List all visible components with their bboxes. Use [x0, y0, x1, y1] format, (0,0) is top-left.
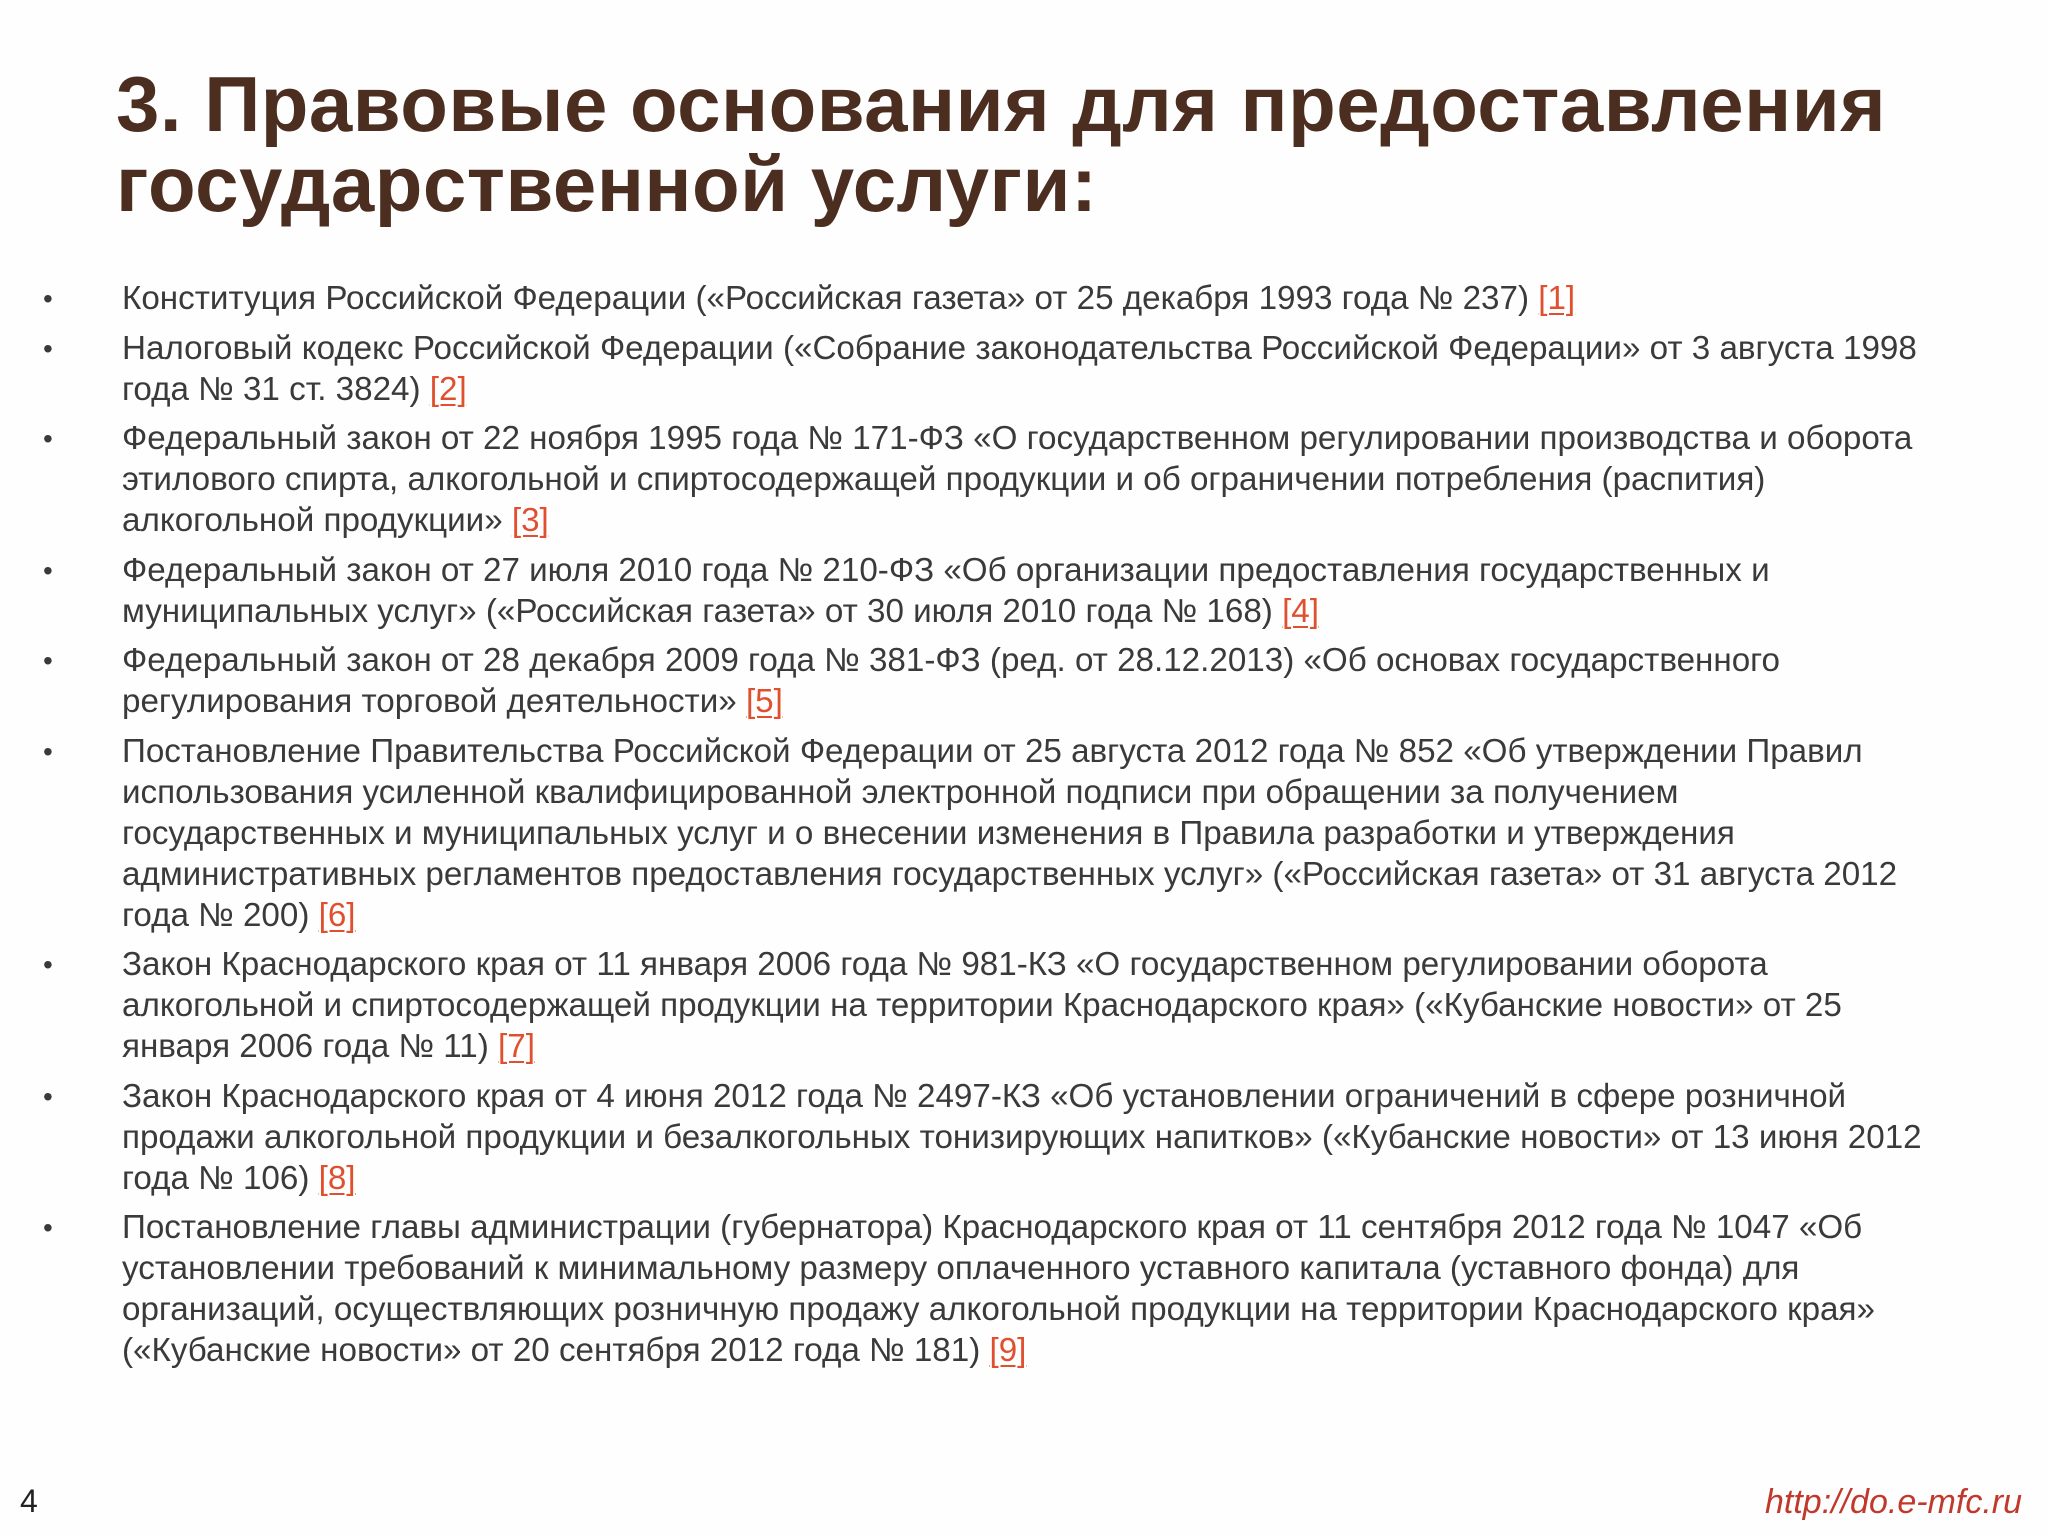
bullet-icon: • — [43, 645, 53, 676]
list-item — [40, 1207, 2000, 1371]
item-text-line: («Кубанские новости» от 20 сентября 2012 года № 181) — [122, 1332, 990, 1369]
item-text-line: алкогольной продукции» — [122, 502, 512, 539]
bullet-icon: • — [43, 554, 53, 586]
reference-link[interactable]: [6] — [318, 896, 356, 934]
bullet-icon: • — [43, 423, 53, 454]
item-text-line: Постановление главы администрации (губернатора) Краснодарского края от 11 сентября 2012 года № 1047 «Об — [122, 1209, 1863, 1246]
item-text-line: алкогольной и спиртосодержащей продукции на территории Краснодарского края» («Кубанские новости» от 25 — [122, 987, 1842, 1024]
item-text-line: Федеральный закон от 28 декабря 2009 года № 381-ФЗ (ред. от 28.12.2013) «Об основах государственного — [122, 642, 1780, 679]
list-item — [40, 1076, 2000, 1199]
reference-link[interactable]: [3] — [511, 502, 549, 539]
reference-link[interactable]: [5] — [745, 683, 783, 720]
reference-link[interactable]: [7] — [498, 1028, 535, 1065]
item-text-line: Постановление Правительства Российской Федерации от 25 августа 2012 года № 852 «Об утверждении Правил — [122, 732, 1863, 770]
reference-link[interactable]: [4] — [1282, 592, 1319, 630]
page-title — [116, 60, 1996, 228]
item-text-line: использования усиленной квалифицированной электронной подписи при обращении за получением — [122, 773, 1679, 811]
item-text-line: Налоговый кодекс Российской Федерации («Собрание законодательства Российской Федерации» от 3 августа 1998 — [122, 329, 1917, 367]
list-item — [40, 418, 2000, 541]
item-text-line: года № 31 ст. 3824) — [122, 370, 430, 408]
item-text-line: Закон Краснодарского края от 4 июня 2012 года № 2497-КЗ «Об установлении ограничений в сфере розничной — [122, 1077, 1847, 1115]
item-text-line: продажи алкогольной продукции и безалкогольных тонизирующих напитков» («Кубанские новости» от 13 июня 2012 — [122, 1118, 1922, 1156]
bullet-icon: • — [43, 332, 53, 364]
bullet-icon: • — [43, 1212, 53, 1243]
bullet-icon: • — [43, 735, 53, 767]
list-item — [40, 640, 2000, 722]
item-text-line: муниципальных услуг» («Российская газета» от 30 июля 2010 года № 168) — [122, 592, 1283, 630]
item-text-line: января 2006 года № 11) — [122, 1028, 499, 1065]
reference-link[interactable]: [9] — [989, 1332, 1027, 1369]
bullet-icon: • — [43, 949, 53, 980]
list-item — [40, 550, 2000, 632]
title-line-2: государственной услуги: — [116, 140, 1098, 228]
item-text-line: Конституция Российской Федерации («Российская газета» от 25 декабря 1993 года № 237) — [122, 280, 1539, 317]
item-text-line: этилового спирта, алкогольной и спиртосодержащей продукции и об ограничении потребления (распития) — [122, 461, 1766, 498]
bullet-icon: • — [43, 283, 53, 314]
item-text-line: организаций, осуществляющих розничную продажу алкогольной продукции на территории Краснодарского края» — [122, 1291, 1875, 1328]
item-text-line: Федеральный закон от 22 ноября 1995 года № 171-ФЗ «О государственном регулировании производства и оборота — [122, 420, 1913, 457]
title-line-1: 3. Правовые основания для предоставления — [116, 60, 1887, 148]
reference-link[interactable]: [8] — [318, 1159, 356, 1197]
reference-link[interactable]: [2] — [429, 370, 467, 408]
item-text-line: административных регламентов предоставления государственных услуг» («Российская газета» от 31 августа 2012 — [122, 855, 1898, 893]
item-text-line: государственных и муниципальных услуг и о внесении изменения в Правила разработки и утверждения — [122, 814, 1735, 852]
list-item — [40, 278, 2000, 319]
list-item — [40, 731, 2000, 936]
list-item — [40, 328, 2000, 410]
legal-basis-list — [40, 278, 2000, 1380]
item-text-line: Закон Краснодарского края от 11 января 2006 года № 981-КЗ «О государственном регулировании оборота — [122, 946, 1768, 983]
list-item — [40, 944, 2000, 1067]
item-text-line: года № 200) — [122, 896, 319, 934]
item-text-line: установлении требований к минимальному размеру оплаченного уставного капитала (уставного фонда) для — [122, 1250, 1800, 1287]
page-number: 4 — [20, 1483, 38, 1519]
footer-url-link[interactable]: http://do.e-mfc.ru — [1765, 1483, 2022, 1521]
item-text-line: Федеральный закон от 27 июля 2010 года № 210-ФЗ «Об организации предоставления государственных и — [122, 551, 1770, 589]
bullet-icon: • — [43, 1080, 53, 1112]
reference-link[interactable]: [1] — [1538, 280, 1576, 317]
item-text-line: регулирования торговой деятельности» — [122, 683, 746, 720]
item-text-line: года № 106) — [122, 1159, 319, 1197]
